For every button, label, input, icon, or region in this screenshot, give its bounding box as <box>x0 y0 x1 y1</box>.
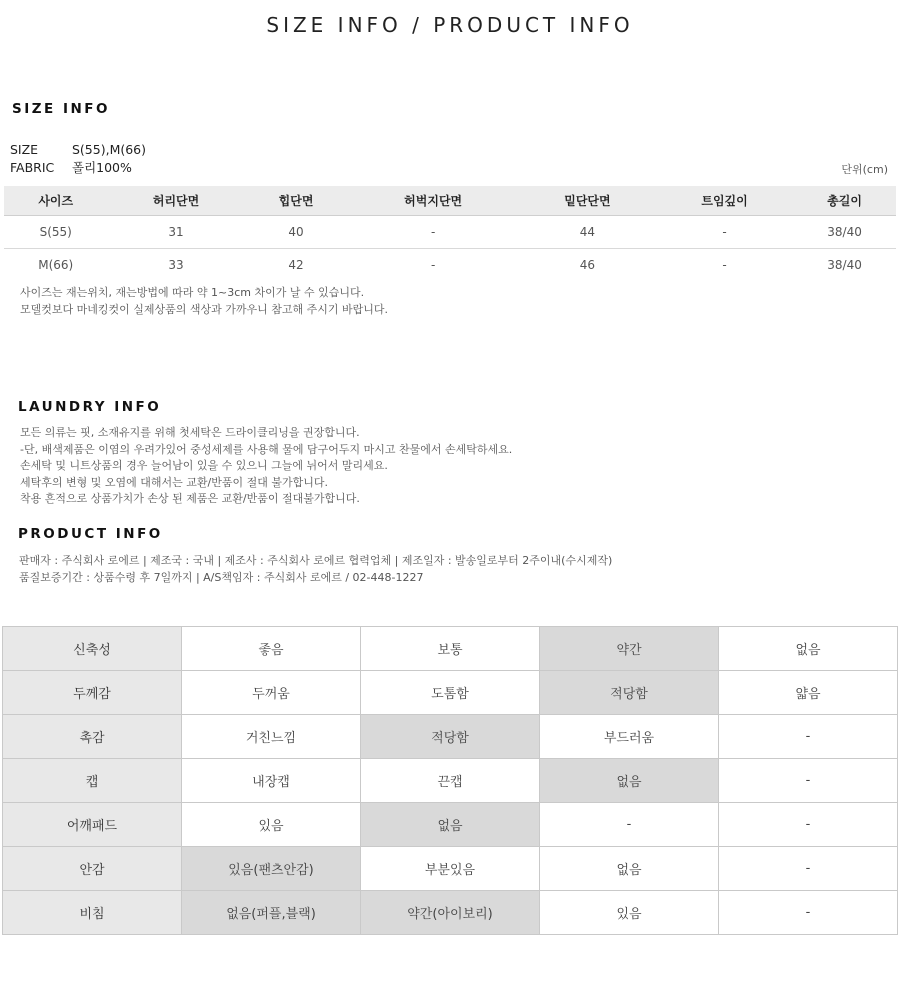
attribute-row <box>3 803 898 847</box>
column-header: 트임깊이 <box>656 186 793 216</box>
table-row <box>4 216 896 249</box>
attribute-option: - <box>719 847 898 891</box>
attribute-option: 없음 <box>540 847 719 891</box>
page-title: SIZE INFO / PRODUCT INFO <box>266 13 634 37</box>
attribute-option: - <box>719 803 898 847</box>
note-line: 모든 의류는 핏, 소재유지를 위해 첫세탁은 드라이클리닝을 권장합니다. <box>20 426 360 439</box>
size-info-heading: SIZE INFO <box>12 101 110 117</box>
attribute-row <box>3 715 898 759</box>
attribute-name: 두께감 <box>3 671 182 715</box>
attribute-option: 있음 <box>182 803 361 847</box>
laundry-info-heading: LAUNDRY INFO <box>18 399 162 415</box>
table-row <box>4 249 896 282</box>
note-line: 품질보증기간 : 상품수령 후 7일까지 | A/S책임자 : 주식회사 로에르 / 02-448-1227 <box>19 570 424 584</box>
attribute-option-selected: 없음 <box>361 803 540 847</box>
column-header: 사이즈 <box>4 186 107 216</box>
attribute-name: 어깨패드 <box>3 803 182 847</box>
attribute-table <box>2 626 898 935</box>
attribute-option: 부분있음 <box>361 847 540 891</box>
attribute-option-selected: 없음(퍼플,블랙) <box>182 891 361 935</box>
attribute-option-selected: 있음(팬츠안감) <box>182 847 361 891</box>
attribute-row <box>3 847 898 891</box>
note-line: -단, 배색제품은 이염의 우려가있어 중성세제를 사용해 물에 담구어두지 마시고 찬물에서 손세탁하세요. <box>20 442 513 456</box>
attribute-row <box>3 671 898 715</box>
table-cell: 46 <box>579 258 596 272</box>
table-cell: M(66) <box>38 258 74 272</box>
attribute-option: 거친느낌 <box>182 715 361 759</box>
column-header: 힙단면 <box>245 186 348 216</box>
table-cell: 42 <box>288 258 304 272</box>
column-header: 총길이 <box>793 186 896 216</box>
attribute-option: - <box>540 803 719 847</box>
note-line: 착용 흔적으로 상품가치가 손상 된 제품은 교환/반품이 절대불가합니다. <box>20 492 360 505</box>
size-spec <box>10 142 146 157</box>
note-line: 세탁후의 변형 및 오염에 대해서는 교환/반품이 절대 불가합니다. <box>20 475 328 489</box>
size-label: SIZE <box>10 142 39 157</box>
note-line: 판매자 : 주식회사 로에르 | 제조국 : 국내 | 제조사 : 주식회사 로에르 협력업체 | 제조일자 : 발송일로부터 2주이내(수시제작) <box>19 554 613 567</box>
size-table-header <box>4 186 896 216</box>
size-value: S(55),M(66) <box>72 142 147 157</box>
table-cell: 44 <box>519 216 656 249</box>
note-line: 손세탁 및 니트상품의 경우 늘어남이 있을 수 있으니 그늘에 뉘어서 말리세요. <box>20 459 388 472</box>
table-cell: 31 <box>107 216 244 249</box>
product-info-heading: PRODUCT INFO <box>18 526 163 542</box>
table-cell: 33 <box>168 258 184 272</box>
attribute-option: 두꺼움 <box>182 671 361 715</box>
attribute-option: 보통 <box>361 627 540 671</box>
attribute-row <box>3 891 898 935</box>
attribute-option-selected: 약간 <box>540 627 719 671</box>
attribute-row <box>3 759 898 803</box>
table-cell: 38/40 <box>793 216 896 249</box>
column-header: 허벅지단면 <box>347 186 518 216</box>
attribute-option-selected: 적당함 <box>540 671 719 715</box>
attribute-option-selected: 적당함 <box>361 715 540 759</box>
product-notes <box>19 553 612 586</box>
column-header: 밑단단면 <box>519 186 656 216</box>
attribute-option-selected: 없음 <box>540 759 719 803</box>
table-cell: - <box>722 258 727 272</box>
attribute-option: - <box>719 891 898 935</box>
size-table <box>4 186 896 281</box>
attribute-name: 비침 <box>3 891 182 935</box>
fabric-label: FABRIC <box>10 160 55 175</box>
note-line: 모델컷보다 마네킹컷이 실제상품의 색상과 가까우니 참고해 주시기 바랍니다. <box>20 302 389 316</box>
note-line: 사이즈는 재는위치, 재는방법에 따라 약 1~3cm 차이가 날 수 있습니다. <box>20 286 365 299</box>
attribute-name: 캡 <box>3 759 182 803</box>
size-notes <box>20 285 388 318</box>
table-cell: - <box>347 216 518 249</box>
attribute-row <box>3 627 898 671</box>
attribute-option-selected: 약간(아이보리) <box>361 891 540 935</box>
attribute-name: 신축성 <box>3 627 182 671</box>
table-cell: 38/40 <box>827 258 862 272</box>
attribute-option: 부드러움 <box>540 715 719 759</box>
unit-label: 단위(cm) <box>841 163 888 176</box>
attribute-option: 내장캡 <box>182 759 361 803</box>
fabric-spec <box>10 158 132 176</box>
laundry-notes <box>20 425 512 508</box>
table-cell: - <box>656 216 793 249</box>
table-cell: - <box>430 258 436 272</box>
attribute-option: 도톰함 <box>361 671 540 715</box>
attribute-option: 있음 <box>540 891 719 935</box>
attribute-option: - <box>719 715 898 759</box>
attribute-name: 촉감 <box>3 715 182 759</box>
attribute-option: 없음 <box>719 627 898 671</box>
fabric-value: 폴리100% <box>72 160 132 175</box>
attribute-name: 안감 <box>3 847 182 891</box>
column-header: 허리단면 <box>107 186 244 216</box>
table-cell: 40 <box>245 216 348 249</box>
table-cell: S(55) <box>4 216 107 249</box>
attribute-option: - <box>719 759 898 803</box>
attribute-option: 좋음 <box>182 627 361 671</box>
attribute-option: 얇음 <box>719 671 898 715</box>
attribute-option: 끈캡 <box>361 759 540 803</box>
